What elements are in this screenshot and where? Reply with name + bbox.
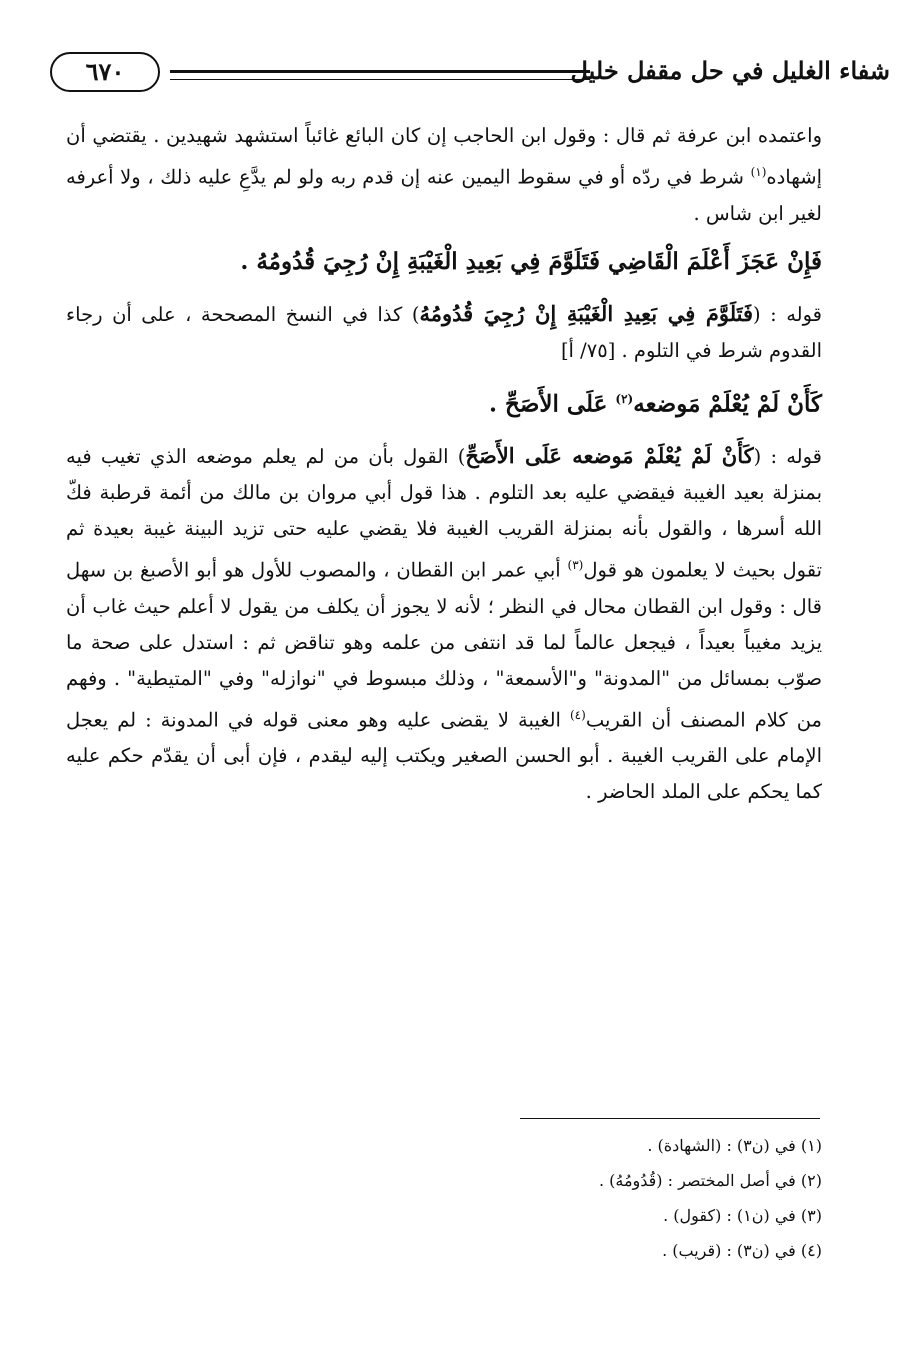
- book-title: شفاء الغليل في حل مقفل خليل: [570, 56, 890, 85]
- paragraph-2-text-a: قوله : (: [753, 302, 822, 326]
- footnote-4: (٤) في (ن٣) : (قريب) .: [662, 1241, 822, 1260]
- paragraph-2-text-b: ) كذا في النسخ المصححة ، على أن رجاء القدوم شرط في التلوم . [٧٥/ أ]: [66, 302, 822, 362]
- paragraph-2: [66, 296, 822, 369]
- paragraph-3-text-d: الغيبة لا يقضى عليه وهو معنى قوله في المدونة : لم يعجل الإمام على القريب الغيبة . أبو الحسن الصغير ويكتب إليه ليقدم ، فإن أبى أن يقدّم حكم عليه كما يحكم على الملد الحاضر .: [66, 708, 822, 804]
- paragraph-3: [66, 438, 822, 810]
- paragraph-1-text-b: شرط في ردّه أو في سقوط اليمين عنه إن قدم ربه ولو لم يدَّعِ عليه ذلك ، ولا أعرفه لغير ابن شاس .: [66, 165, 822, 225]
- paragraph-3-quote: كَأَنْ لَمْ يُعْلَمْ مَوضعه عَلَى الأَصَحِّ: [465, 443, 754, 469]
- matn-line-2: [66, 377, 822, 427]
- footnote-ref-1: (١): [750, 165, 767, 179]
- footnote-ref-2: (٢): [615, 391, 634, 406]
- body-text: [66, 118, 822, 818]
- matn-line-2-text-b: عَلَى الأَصَحِّ .: [488, 390, 616, 418]
- paragraph-3-text-a: قوله : (: [753, 445, 823, 469]
- running-header: [50, 52, 890, 96]
- matn-line-2-text: كَأَنْ لَمْ يُعْلَمْ مَوضعه: [633, 390, 822, 418]
- paragraph-3-text-b: ) القول بأن من لم يعلم موضعه الذي تغيب فيه بمنزلة بعيد الغيبة فيقضي عليه بعد التلوم . هذا قول أبي مروان بن مالك من أئمة قرطبة فكّ الله أسرها ، والقول بأنه بمنزلة القريب الغيبة فلا يقضي عليه حتى تزيد البينة غيبة بعيدة ثم تقول بحيث لا يعلمون هو قول: [66, 445, 822, 582]
- footnote-2: (٢) في أصل المختصر : (قُدُومُهُ) .: [598, 1171, 822, 1190]
- header-rule: [170, 70, 590, 80]
- footnote-3: (٣) في (ن١) : (كقول) .: [663, 1206, 822, 1225]
- footnotes: [402, 1128, 822, 1268]
- footnote-ref-4: (٤): [569, 707, 586, 722]
- paragraph-3-text-c: أبي عمر ابن القطان ، والمصوب للأول هو أبو الأصبغ بن سهل قال : وقول ابن القطان محال في النظر ؛ لأنه لا يجوز أن يكلف من يقول لا أعلم حيث غاب أن يزيد مغيباً بعيداً ، فيجعل عالماً لما قد انتفى من علمه وهو تناقض ثم : استدل على صحة ما صوّب بمسائل من "المدونة" و"الأسمعة" ، وذلك مبسوط في "نوازله" وفي "المتيطية" . وفهم من كلام المصنف أن القريب: [66, 558, 823, 732]
- footnote-ref-3: (٣): [567, 558, 584, 573]
- paragraph-1-text-a: واعتمده ابن عرفة ثم قال : وقول ابن الحاجب إن كان البائع غائباً استشهد شهيدين . يقتضي أن إشهاده: [66, 124, 822, 189]
- footnote-separator: [520, 1118, 820, 1119]
- matn-line-1: فَإِنْ عَجَزَ أَعْلَمَ الْقَاضِي فَتَلَوَّمَ فِي بَعِيدِ الْغَيْبَةِ إِنْ رُجِيَ قُدُومُهُ .: [240, 247, 822, 275]
- paragraph-1: [66, 118, 822, 232]
- paragraph-2-quote: فَتَلَوَّمَ فِي بَعِيدِ الْغَيْبَةِ إِنْ رُجِيَ قُدُومُهُ: [419, 300, 754, 326]
- page-number: ٦٧٠: [50, 52, 160, 92]
- footnote-1: (١) في (ن٣) : (الشهادة) .: [647, 1136, 822, 1155]
